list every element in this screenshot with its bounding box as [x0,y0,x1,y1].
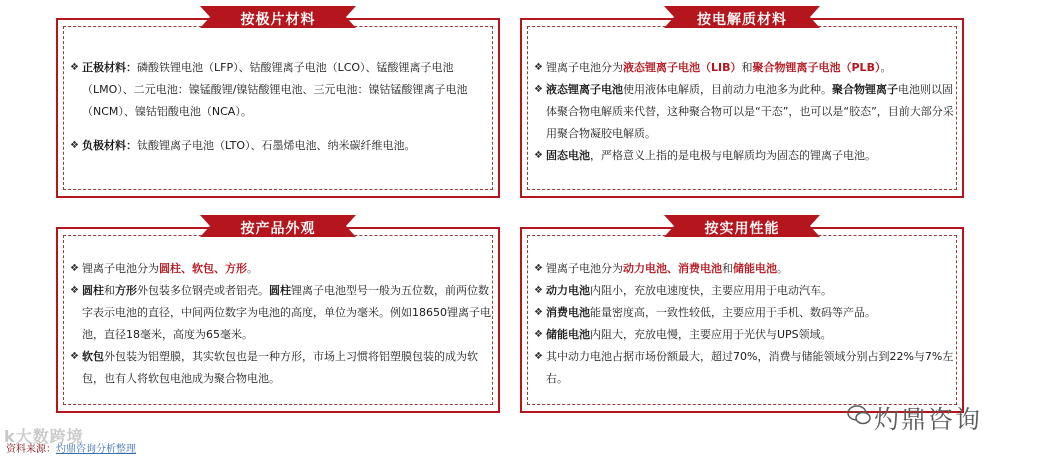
panel-title-banner [200,215,356,237]
bullet-icon: ❖ [534,351,543,362]
bullet-icon: ❖ [534,307,543,318]
bullet-icon: ❖ [534,285,543,296]
panel-title: 按电解质材料 [697,12,787,28]
list-item: ❖ 储能电池内阻大，充放电慢，主要应用于光伏与UPS领域。 [534,324,956,346]
bullet-icon: ❖ [534,84,543,95]
bullet-icon: ❖ [70,62,79,73]
bullet-icon: ❖ [534,62,543,73]
list-item: ❖ 负极材料：钛酸锂离子电池（LTO）、石墨烯电池、纳米碳纤维电池。 [70,135,492,157]
panel-title: 按产品外观 [240,221,316,237]
bullet-icon: ❖ [534,150,543,161]
source-note: 资料来源：灼鼎咨询分析整理 [6,444,136,455]
watermark-left: k大数跨境 [4,427,84,446]
bullet-icon: ❖ [70,263,79,274]
panel-title: 按极片材料 [240,12,316,28]
list-item: ❖ 软包外包装为铝塑膜，其实软包也是一种方形，市场上习惯将铝塑膜包装的成为软包，也有人将软包电池成为聚合物电池。 [70,346,492,390]
panel-title-banner [664,6,820,28]
list-item: ❖ 锂离子电池分为圆柱、软包、方形。 [70,258,492,280]
panel-electrolyte [520,6,964,198]
list-item: ❖ 固态电池，严格意义上指的是电极与电解质均为固态的锂离子电池。 [534,145,956,167]
list-item: ❖ 动力电池内阻小，充放电速度快，主要应用用于电动汽车。 [534,280,956,302]
list-item: ❖ 正极材料：磷酸铁锂电池（LFP）、钴酸锂离子电池（LCO）、锰酸锂离子电池（LMO）、二元电池：镍锰酸锂/镍钴酸锂电池、三元电池：镍钴锰酸锂离子电池（NCM）、镍钴铝酸电池（NCA）。 [70,57,492,123]
panel-title-banner [664,215,820,237]
bullet-icon: ❖ [70,140,79,151]
bullet-icon: ❖ [70,351,79,362]
list-item: ❖ 消费电池能量密度高，一致性较低，主要应用于手机、数码等产品。 [534,302,956,324]
bullet-icon: ❖ [70,285,79,296]
list-item: ❖ 液态锂离子电池使用液体电解质，目前动力电池多为此种。聚合物锂离子电池则以固体聚合物电解质来代替，这种聚合物可以是“干态”，也可以是“胶态”，目前大部分采用聚合物凝胶电解质。 [534,79,956,145]
list-item: ❖ 其中动力电池占据市场份额最大，超过70%，消费与储能领域分别占到22%与7%左右。 [534,346,956,390]
panel-application [520,215,964,413]
bullet-icon: ❖ [534,329,543,340]
panel-electrode [56,6,500,198]
list-item: ❖ 锂离子电池分为液态锂离子电池（LIB）和聚合物锂离子电池（PLB）。 [534,57,956,79]
panel-appearance [56,215,500,413]
list-item: ❖ 锂离子电池分为动力电池、消费电池和储能电池。 [534,258,956,280]
wechat-icon [846,403,872,427]
list-item: ❖ 圆柱和方形外包装多位钢壳或者铝壳。圆柱锂离子电池型号一般为五位数，前两位数字表示电池的直径，中间两位数字为电池的高度，单位为毫米。例如18650锂离子电池，直径18毫米，高度为65毫米。 [70,280,492,346]
watermark-right: 灼鼎咨询 [874,405,983,434]
bullet-icon: ❖ [534,263,543,274]
panel-title-banner [200,6,356,28]
panel-title: 按实用性能 [704,221,780,237]
